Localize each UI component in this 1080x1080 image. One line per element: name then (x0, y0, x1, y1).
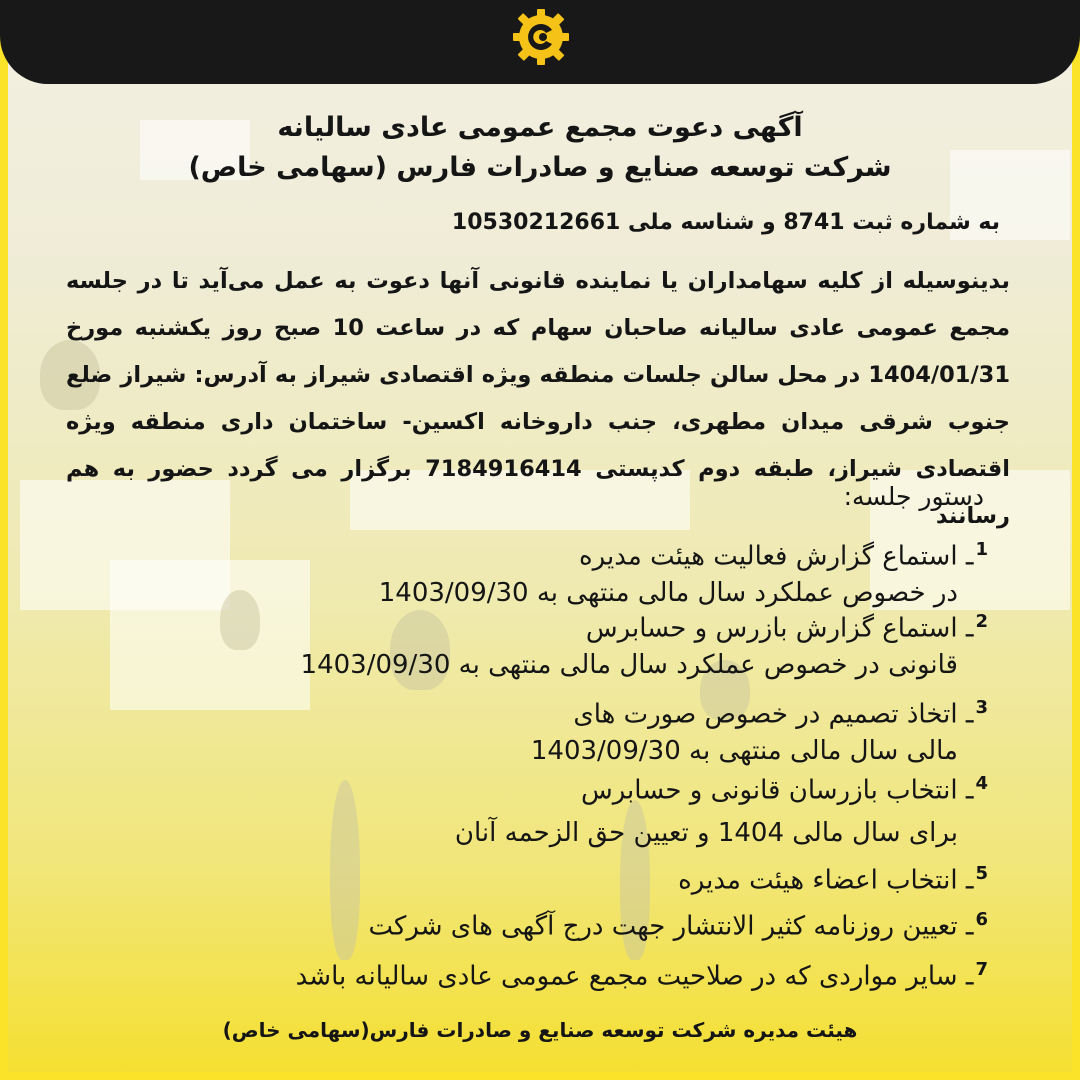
title-line-1: آگهی دعوت مجمع عمومی عادی سالیانه (277, 112, 803, 143)
agenda-item-number: 5 (975, 863, 988, 884)
agenda-item-text: اتخاذ تصمیم در خصوص صورت های (573, 699, 958, 730)
agenda-item-continuation: برای سال مالی 1404 و تعیین حق الزحمه آنان (454, 817, 958, 848)
agenda-item-continuation: در خصوص عملکرد سال مالی منتهی به 1403/09/30 (378, 577, 958, 608)
agenda-item-2: 2ـ استماع گزارش بازرس و حسابرس قانونی در خصوص عملکرد سال مالی منتهی به 1403/09/30 (301, 604, 988, 683)
agenda-item-3: 3ـ اتخاذ تصمیم در خصوص صورت های مالی سال مالی منتهی به 1403/09/30 (531, 690, 988, 769)
footer-signature: هیئت مدیره شرکت توسعه صنایع و صادرات فارس(سهامی خاص) (222, 1018, 858, 1042)
title-line-2: شرکت توسعه صنایع و صادرات فارس (سهامی خاص) (188, 152, 892, 183)
agenda-item-number: 2 (975, 611, 988, 632)
agenda-item-text: تعیین روزنامه کثیر الانتشار جهت درج آگهی های شرکت (368, 911, 958, 942)
invitation-paragraph: بدینوسیله از کلیه سهامداران یا نماینده قانونی آنها دعوت به عمل می‌آید تا در جلسه مجمع عمومی عادی سالیانه صاحبان سهام که در ساعت 10 صبح روز یکشنبه مورخ 1404/01/31 در محل سالن جلسات منطقه ویژه اقتصادی شیراز به آدرس: شیراز ضلع جنوب شرقی میدان مطهری، جنب داروخانه اکسین- ساختمان داری منطقه ویژه اقتصادی شیراز، طبقه دوم کدپستی 7184916414 برگزار می گردد حضور به هم رسانند (66, 268, 1010, 529)
agenda-item-text: استماع گزارش فعالیت هیئت مدیره (579, 541, 958, 572)
agenda-item-text: انتخاب بازرسان قانونی و حسابرس (580, 775, 958, 806)
agenda-item-7: 7ـ سایر مواردی که در صلاحیت مجمع عمومی عادی سالیانه باشد (296, 952, 988, 995)
agenda-item-continuation: قانونی در خصوص عملکرد سال مالی منتهی به 1403/09/30 (300, 649, 958, 680)
agenda-item-number: 6 (975, 909, 988, 930)
agenda-item-text: استماع گزارش بازرس و حسابرس (585, 613, 958, 644)
agenda-item-number: 3 (975, 697, 988, 718)
agenda-item-1: 1ـ استماع گزارش فعالیت هیئت مدیره در خصوص عملکرد سال مالی منتهی به 1403/09/30 (379, 532, 988, 611)
agenda-item-number: 4 (975, 773, 988, 794)
agenda-item-continuation: مالی سال مالی منتهی به 1403/09/30 (530, 735, 958, 766)
agenda-item-5: 5ـ انتخاب اعضاء هیئت مدیره (678, 856, 988, 899)
agenda-item-number: 7 (975, 959, 988, 980)
agenda-item-6: 6ـ تعیین روزنامه کثیر الانتشار جهت درج آگهی های شرکت (369, 902, 989, 945)
agenda-item-4: 4ـ انتخاب بازرسان قانونی و حسابرس برای سال مالی 1404 و تعیین حق الزحمه آنان (455, 766, 988, 851)
registration-info: به شماره ثبت 8741 و شناسه ملی 10530212661 (451, 210, 1000, 235)
agenda-item-text: سایر مواردی که در صلاحیت مجمع عمومی عادی سالیانه باشد (295, 961, 958, 992)
agenda-item-number: 1 (975, 539, 988, 560)
agenda-item-text: انتخاب اعضاء هیئت مدیره (678, 865, 958, 896)
agenda-title: دستور جلسه: (843, 482, 984, 511)
